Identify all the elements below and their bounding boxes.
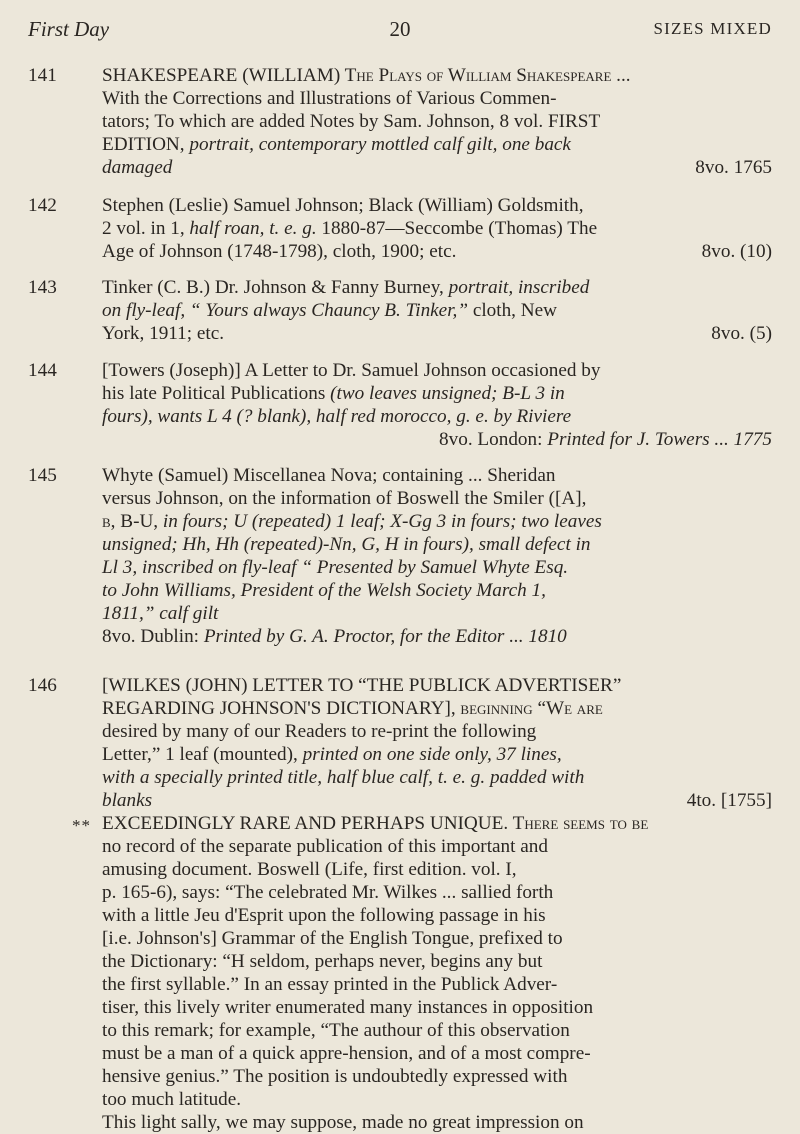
- lot-description: [102, 194, 772, 263]
- note-line: [i.e. Johnson's] Grammar of the English Tongue, prefixed to: [102, 928, 563, 949]
- lot-line: to John Williams, President of the Welsh Society March 1,: [102, 580, 546, 601]
- lot-line: [102, 322, 772, 345]
- note-line: to this remark; for example, “The authour of this observation: [102, 1020, 570, 1041]
- lot-line: [102, 743, 772, 766]
- lot-number: 142: [28, 195, 57, 216]
- condition-note: damaged: [102, 157, 173, 178]
- lot-number: 145: [28, 465, 57, 486]
- format-date: 8vo. 1765: [695, 157, 772, 178]
- lot-text: Letter,” 1 leaf (mounted),: [102, 744, 298, 765]
- lot-line: [102, 510, 772, 533]
- collation-note: (two leaves unsigned; B-L 3 in: [330, 383, 565, 404]
- lot-line: REGARDING JOHNSON'S DICTIONARY], beginning “We are: [102, 698, 603, 719]
- note-line: with a little Jeu d'Esprit upon the following passage in his: [102, 905, 546, 926]
- lot-line: Stephen (Leslie) Samuel Johnson; Black (William) Goldsmith,: [102, 195, 584, 216]
- note-line: amusing document. Boswell (Life, first edition. vol. I,: [102, 859, 517, 880]
- lot-line: [102, 276, 772, 299]
- lot-number: 141: [28, 65, 57, 86]
- lot-145: [28, 464, 772, 648]
- lot-146: [28, 674, 772, 1134]
- lot-text: 1880-87—Seccombe (Thomas) The: [321, 218, 598, 239]
- lot-line: SHAKESPEARE (WILLIAM) The Plays of William Shakespeare ...: [102, 65, 631, 86]
- lot-line: desired by many of our Readers to re-print the following: [102, 721, 537, 742]
- binding-note: portrait, inscribed: [448, 277, 590, 298]
- format-place: 8vo. London:: [439, 429, 543, 450]
- lot-note: [102, 812, 772, 1134]
- lot-number: 144: [28, 360, 57, 381]
- format-date: 4to. [1755]: [686, 790, 772, 811]
- page-number: 20: [389, 17, 411, 41]
- imprint: Printed by G. A. Proctor, for the Editor ... 1810: [203, 626, 567, 647]
- note-line: hensive genius.” The position is undoubtedly expressed with: [102, 1066, 568, 1087]
- note-line: must be a man of a quick appre-hension, and of a most compre-: [102, 1043, 591, 1064]
- note-line: This light sally, we may suppose, made no great impression on: [102, 1112, 584, 1133]
- rarity-statement: EXCEEDINGLY RARE AND PERHAPS UNIQUE. There seems to be: [102, 813, 649, 834]
- lot-line: fours), wants L 4 (? blank), half red morocco, g. e. by Riviere: [102, 406, 572, 427]
- lot-line: [102, 156, 772, 179]
- lot-line: tators; To which are added Notes by Sam. Johnson, 8 vol. FIRST: [102, 111, 601, 132]
- collation-note: in fours; U (repeated) 1 leaf; X-Gg 3 in fours; two leaves: [162, 511, 602, 532]
- edition-note: EDITION,: [102, 134, 185, 155]
- lot-line: [102, 382, 772, 405]
- note-line: the Dictionary: “H seldom, perhaps never, begins any but: [102, 951, 543, 972]
- lot-text: cloth, New: [472, 300, 558, 321]
- note-line: no record of the separate publication of this important and: [102, 836, 548, 857]
- lot-text: York, 1911; etc.: [102, 323, 225, 344]
- lot-143: [28, 276, 772, 345]
- lot-line: [102, 133, 772, 156]
- lot-description: [102, 674, 772, 812]
- note-line: [102, 812, 772, 835]
- lot-line: Ll 3, inscribed on fly-leaf “ Presented by Samuel Whyte Esq.: [102, 557, 569, 578]
- lot-text: 2 vol. in 1,: [102, 218, 185, 239]
- binding-note: portrait, contemporary mottled calf gilt, one back: [189, 134, 571, 155]
- note-line: p. 165-6), says: “The celebrated Mr. Wilkes ... sallied forth: [102, 882, 554, 903]
- format-date: 8vo. (10): [701, 241, 772, 262]
- lot-line: [102, 217, 772, 240]
- printing-note: printed on one side only, 37 lines,: [302, 744, 562, 765]
- lot-line: With the Corrections and Illustrations of Various Commen-: [102, 88, 557, 109]
- running-head-day: First Day: [28, 17, 110, 41]
- running-head: [28, 14, 772, 44]
- lot-line: [102, 789, 772, 812]
- note-line: the first syllable.” In an essay printed in the Publick Adver-: [102, 974, 558, 995]
- lot-line: [WILKES (JOHN) LETTER TO “THE PUBLICK ADVERTISER”: [102, 675, 622, 696]
- format-place: 8vo. Dublin:: [102, 626, 200, 647]
- note-line: tiser, this lively writer enumerated many instances in opposition: [102, 997, 594, 1018]
- lot-description: [102, 276, 772, 345]
- lot-description: [102, 64, 772, 179]
- rarity-asterisks: **: [72, 816, 91, 835]
- note-line: too much latitude.: [102, 1089, 242, 1110]
- lot-text: Age of Johnson (1748-1798), cloth, 1900; etc.: [102, 241, 457, 262]
- lot-line: 1811,” calf gilt: [102, 603, 219, 624]
- lot-line: [102, 299, 772, 322]
- imprint: Printed for J. Towers ... 1775: [547, 429, 772, 450]
- lot-description: [102, 359, 772, 451]
- lot-line: versus Johnson, on the information of Boswell the Smiler ([A],: [102, 488, 587, 509]
- lot-line: [102, 625, 772, 648]
- lot-line: Whyte (Samuel) Miscellanea Nova; containing ... Sheridan: [102, 465, 556, 486]
- lot-141: [28, 64, 772, 179]
- lot-line: [102, 428, 772, 451]
- running-head-section: SIZES MIXED: [653, 19, 772, 38]
- lot-text: his late Political Publications: [102, 383, 326, 404]
- lot-line: with a specially printed title, half blue calf, t. e. g. padded with: [102, 767, 585, 788]
- inscription-note: on fly-leaf, “ Yours always Chauncy B. Tinker,”: [102, 300, 469, 321]
- lot-line: [102, 240, 772, 263]
- lot-number: 143: [28, 277, 57, 298]
- binding-note: blanks: [102, 790, 153, 811]
- lot-144: [28, 359, 772, 451]
- lot-line: unsigned; Hh, Hh (repeated)-Nn, G, H in fours), small defect in: [102, 534, 591, 555]
- lot-number: 146: [28, 675, 57, 696]
- lot-description: [102, 464, 772, 648]
- lot-text: Tinker (C. B.) Dr. Johnson & Fanny Burney,: [102, 277, 444, 298]
- lot-text: b, B-U,: [102, 511, 159, 532]
- lot-line: [Towers (Joseph)] A Letter to Dr. Samuel Johnson occasioned by: [102, 360, 601, 381]
- lot-142: [28, 194, 772, 263]
- format-date: 8vo. (5): [711, 323, 772, 344]
- binding-note: half roan, t. e. g.: [189, 218, 317, 239]
